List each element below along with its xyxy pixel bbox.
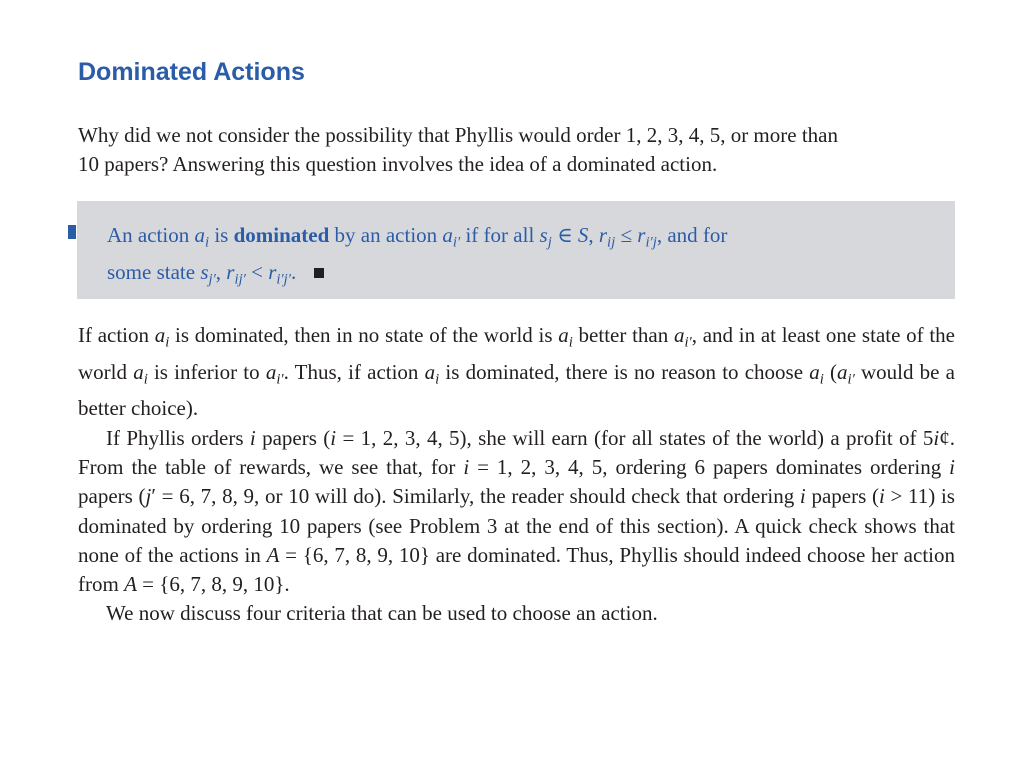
definition-text: An action $a_i$ is dominated by an action $a_{i'}$ if for all $s_j$ ∈ S, $r_{ij} \le r_{i'j}$, and for some state $s_{j'}$, $r_{ij'} < r_{i'j'}$. (107, 223, 728, 288)
paragraph-dominated-explanation: If action $a_i$ is dominated, then in no state of the world is $a_i$ better than $a_{i'}$, and in at least one state of the world $a_i$ is inferior to $a_{i'}$. Thus, if action $a_i$ is dominated, there is no reason to choose $a_i$ ($a_{i'}$ would be a better choice). (78, 323, 956, 421)
body-text (78, 321, 955, 629)
end-of-definition-icon (314, 268, 324, 278)
definition-term: dominated (233, 223, 330, 247)
definition-marker-icon (68, 225, 76, 239)
paragraph-phyllis-example: If Phyllis orders i papers (i = 1, 2, 3, 4, 5), she will earn (for all states of the world) a profit of 5i¢. From the table of rewards, we see that, for i = 1, 2, 3, 4, 5, ordering 6 papers dominates ordering i papers (j′ = 6, 7, 8, 9, or 10 will do). Similarly, the reader should check that ordering i papers (i > 11) is dominated by ordering 10 papers (see Problem 3 at the end of this section). A quick check shows that none of the actions in A = {6, 7, 8, 9, 10} are dominated. Thus, Phyllis should indeed choose her action from A = {6, 7, 8, 9, 10}. (78, 425, 955, 597)
intro-line-2: 10 papers? Answering this question involves the idea of a dominated action. (78, 152, 718, 177)
paragraph-criteria-intro: We now discuss four criteria that can be used to choose an action. (106, 601, 658, 626)
section-heading: Dominated Actions (78, 58, 305, 86)
intro-line-1: Why did we not consider the possibility that Phyllis would order 1, 2, 3, 4, 5, or more than (78, 123, 838, 147)
intro-paragraph (78, 121, 955, 180)
